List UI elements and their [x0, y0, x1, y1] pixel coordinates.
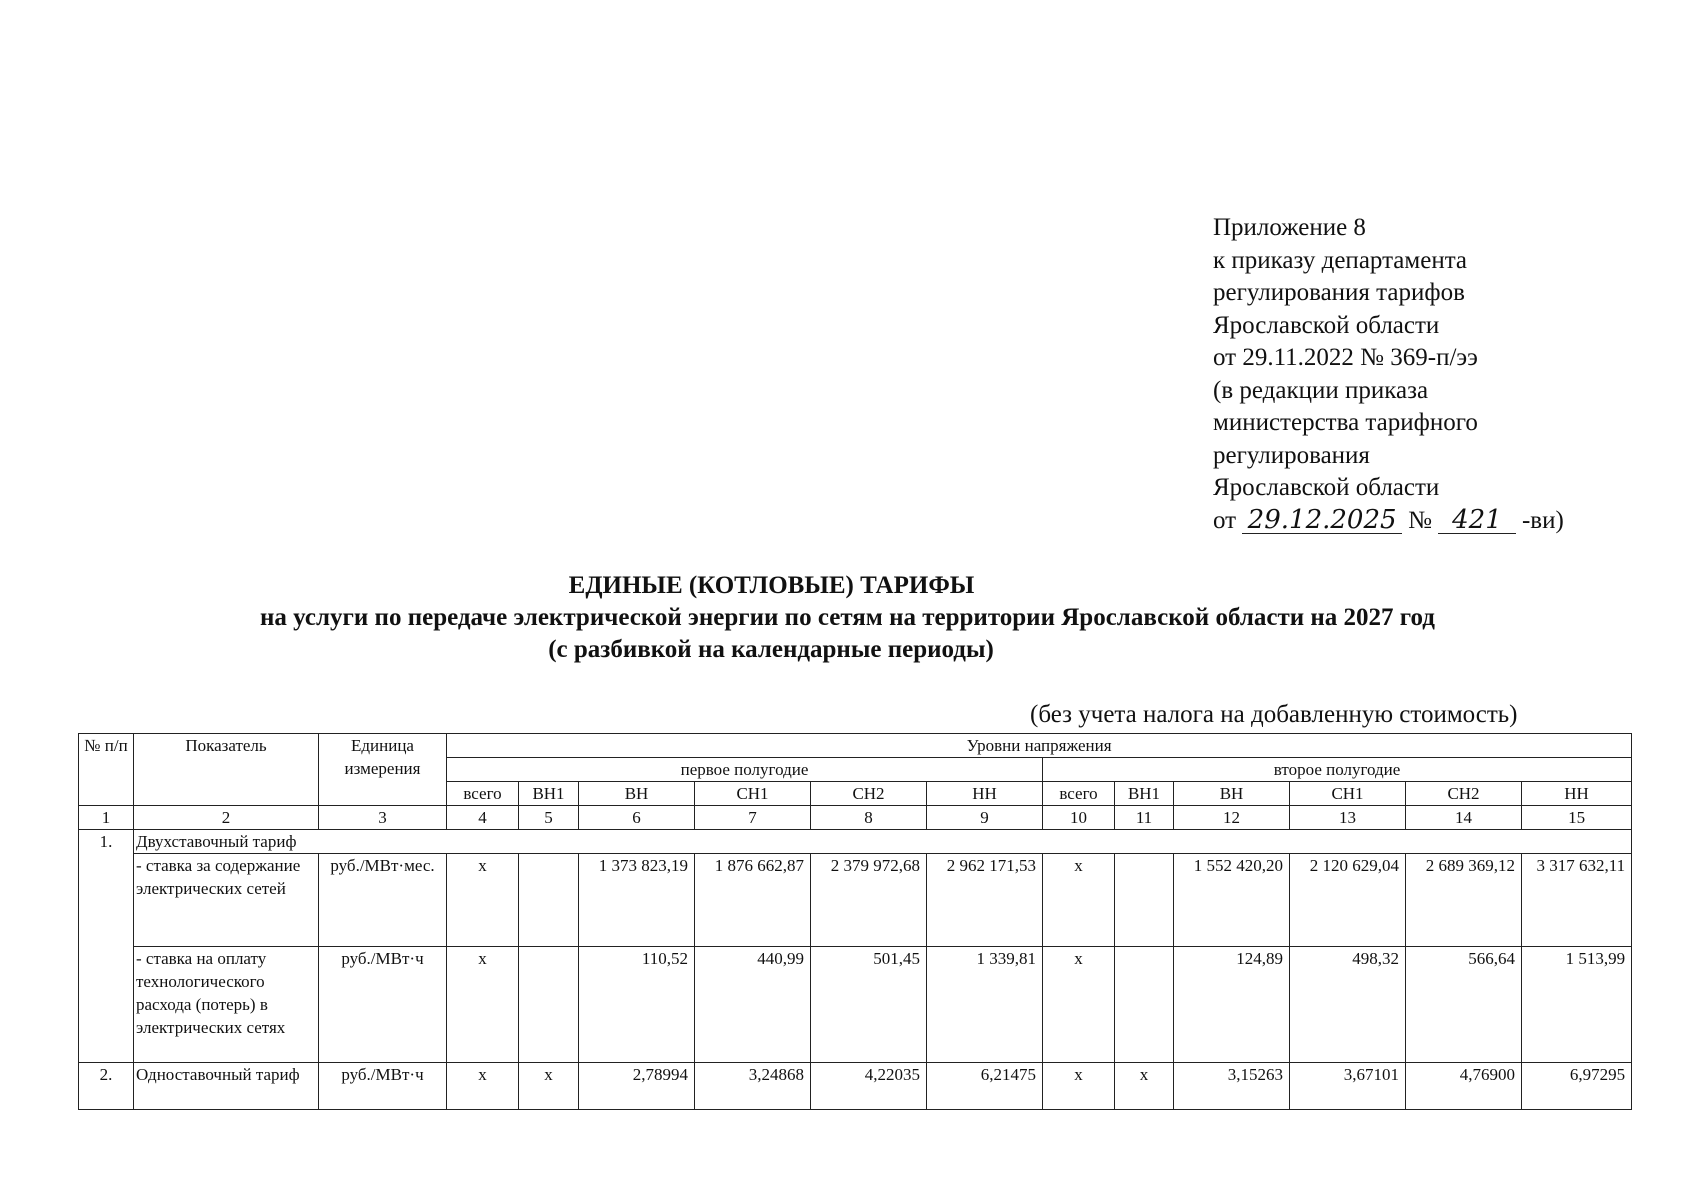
value-cell: 3,24868 [695, 1063, 811, 1110]
value-cell: 110,52 [579, 947, 695, 1063]
header-col: НН [1522, 782, 1632, 806]
value-cell: х [519, 1063, 579, 1110]
vat-note: (без учета налога на добавленную стоимость) [1030, 701, 1518, 728]
row-single-rate-tariff [79, 1063, 1632, 1110]
appendix-line: регулирования тарифов [1213, 279, 1465, 306]
value-cell: х [1043, 854, 1115, 947]
header-col: всего [1043, 782, 1115, 806]
sig-suffix: -ви) [1521, 506, 1564, 534]
index-cell: 5 [519, 806, 579, 830]
tariffs-table [78, 733, 1632, 1110]
appendix-line: Ярославской области [1213, 311, 1440, 339]
title-line-2: на услуги по передаче электрической энергии по сетям на территории Ярославской области на 2027 год [260, 604, 1435, 631]
value-cell: 3,15263 [1174, 1063, 1290, 1110]
document-title [0, 570, 1697, 666]
value-cell: 6,97295 [1522, 1063, 1632, 1110]
row-num: 1. [79, 830, 134, 1063]
appendix-line: регулирования [1213, 441, 1370, 469]
index-cell: 1 [79, 806, 134, 830]
value-cell: х [447, 1063, 519, 1110]
value-cell [1115, 947, 1174, 1063]
index-cell: 10 [1043, 806, 1115, 830]
value-cell: 124,89 [1174, 947, 1290, 1063]
appendix-line: министерства тарифного [1213, 409, 1478, 436]
index-cell: 11 [1115, 806, 1174, 830]
index-row [79, 806, 1632, 830]
header-half1: первое полугодие [447, 758, 1043, 782]
header-col: ВН1 [1115, 782, 1174, 806]
row-name: Двухставочный тариф [134, 830, 1632, 854]
value-cell: х [447, 854, 519, 947]
index-cell: 6 [579, 806, 695, 830]
appendix-line: Ярославской области [1213, 474, 1440, 501]
header-indicator: Показатель [134, 734, 319, 806]
value-cell [1115, 854, 1174, 947]
index-cell: 13 [1290, 806, 1406, 830]
value-cell: 498,32 [1290, 947, 1406, 1063]
title-line-3: (с разбивкой на календарные периоды) [548, 636, 994, 663]
value-cell: х [1043, 947, 1115, 1063]
header-col: НН [927, 782, 1043, 806]
value-cell: х [447, 947, 519, 1063]
index-cell: 14 [1406, 806, 1522, 830]
value-cell: 1 513,99 [1522, 947, 1632, 1063]
title-line-1: ЕДИНЫЕ (КОТЛОВЫЕ) ТАРИФЫ [568, 572, 975, 599]
appendix-block [1213, 212, 1653, 537]
value-cell: 4,22035 [811, 1063, 927, 1110]
value-cell: 2 962 171,53 [927, 854, 1043, 947]
row-name: - ставка за содержание электрических сетей [134, 854, 319, 947]
value-cell [519, 854, 579, 947]
value-cell: 566,64 [1406, 947, 1522, 1063]
header-unit: Единица измерения [319, 734, 447, 806]
value-cell: 501,45 [811, 947, 927, 1063]
value-cell: 2,78994 [579, 1063, 695, 1110]
value-cell: 2 689 369,12 [1406, 854, 1522, 947]
header-col: СН1 [1290, 782, 1406, 806]
sig-prefix: от [1213, 506, 1237, 534]
header-row-1 [79, 734, 1632, 758]
index-cell: 15 [1522, 806, 1632, 830]
value-cell: 2 379 972,68 [811, 854, 927, 947]
row-unit: руб./МВт·мес. [319, 854, 447, 947]
value-cell: 1 373 823,19 [579, 854, 695, 947]
value-cell: 1 876 662,87 [695, 854, 811, 947]
value-cell: х [1043, 1063, 1115, 1110]
header-col: ВН1 [519, 782, 579, 806]
index-cell: 7 [695, 806, 811, 830]
header-col: всего [447, 782, 519, 806]
row-name: - ставка на оплату технологического расхода (потерь) в электрических сетях [134, 947, 319, 1063]
appendix-line: Приложение 8 [1213, 214, 1366, 241]
value-cell: 4,76900 [1406, 1063, 1522, 1110]
sig-no: № [1408, 506, 1432, 534]
header-col: СН1 [695, 782, 811, 806]
row-unit: руб./МВт·ч [319, 947, 447, 1063]
index-cell: 3 [319, 806, 447, 830]
handwritten-number: 421 [1438, 507, 1516, 534]
value-cell: 2 120 629,04 [1290, 854, 1406, 947]
row-unit: руб./МВт·ч [319, 1063, 447, 1110]
appendix-line: (в редакции приказа [1213, 376, 1429, 404]
header-levels: Уровни напряжения [447, 734, 1632, 758]
row-num: 2. [79, 1063, 134, 1110]
header-col: СН2 [1406, 782, 1522, 806]
index-cell: 4 [447, 806, 519, 830]
header-num: № п/п [79, 734, 134, 806]
header-col: ВН [1174, 782, 1290, 806]
appendix-line: к приказу департамента [1213, 246, 1468, 274]
row-two-rate-tariff [79, 830, 1632, 854]
handwritten-date: 29.12.2025 [1242, 507, 1402, 534]
header-col: ВН [579, 782, 695, 806]
index-cell: 2 [134, 806, 319, 830]
signature-line [1213, 505, 1653, 538]
index-cell: 8 [811, 806, 927, 830]
value-cell: 6,21475 [927, 1063, 1043, 1110]
appendix-line: от 29.11.2022 № 369-п/ээ [1213, 344, 1478, 371]
header-half2: второе полугодие [1043, 758, 1632, 782]
value-cell: 1 552 420,20 [1174, 854, 1290, 947]
value-cell: х [1115, 1063, 1174, 1110]
row-maintenance-rate [79, 854, 1632, 947]
row-losses-rate [79, 947, 1632, 1063]
row-name: Одноставочный тариф [134, 1063, 319, 1110]
header-col: СН2 [811, 782, 927, 806]
value-cell [519, 947, 579, 1063]
index-cell: 9 [927, 806, 1043, 830]
value-cell: 1 339,81 [927, 947, 1043, 1063]
value-cell: 3 317 632,11 [1522, 854, 1632, 947]
value-cell: 3,67101 [1290, 1063, 1406, 1110]
value-cell: 440,99 [695, 947, 811, 1063]
index-cell: 12 [1174, 806, 1290, 830]
